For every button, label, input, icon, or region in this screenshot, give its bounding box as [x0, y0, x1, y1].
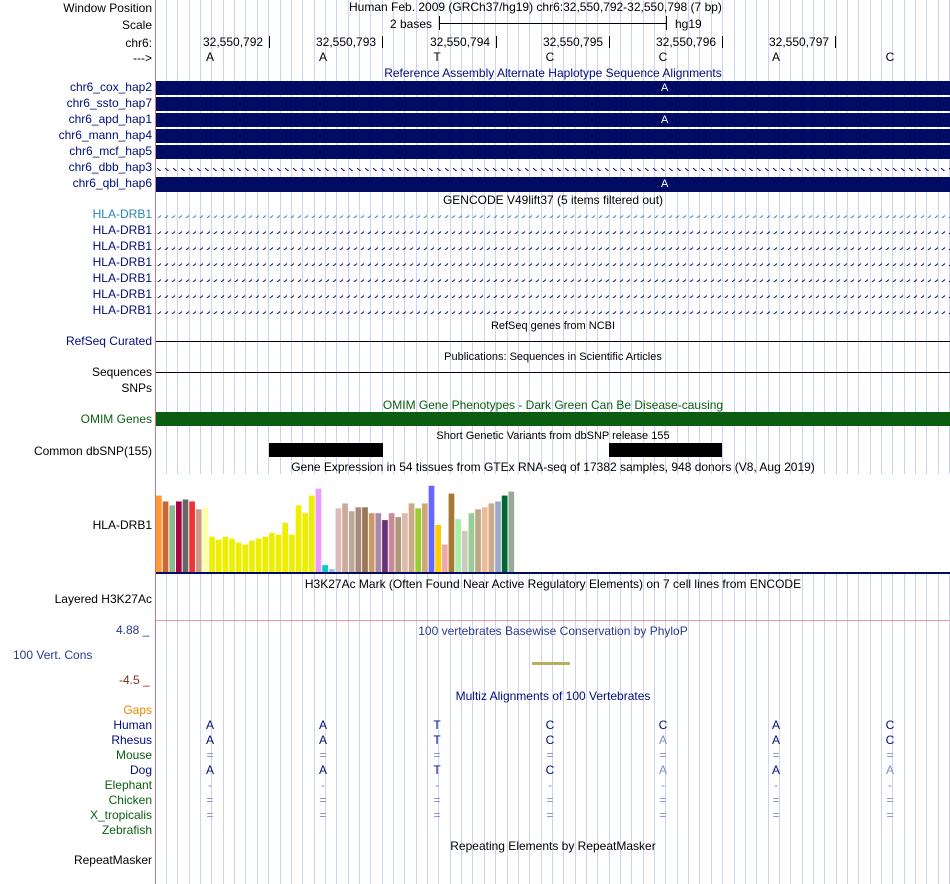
multiz-base: = — [772, 748, 780, 762]
multiz-base: = — [886, 793, 894, 807]
alt-haplotype-base: A — [661, 178, 669, 190]
gencode-gene-label[interactable]: HLA-DRB1 — [92, 271, 152, 285]
gencode-transcript[interactable] — [156, 291, 950, 298]
gtex-tissue-bar[interactable] — [449, 494, 455, 572]
multiz-base: = — [206, 808, 214, 822]
gtex-tissue-bar[interactable] — [262, 537, 268, 572]
gtex-tissue-bar[interactable] — [489, 503, 495, 572]
gtex-tissue-bar[interactable] — [163, 501, 169, 572]
multiz-base: = — [206, 793, 214, 807]
chrom-label: chr6: — [125, 36, 152, 50]
gtex-tissue-bar[interactable] — [356, 507, 362, 572]
ruler-position: 32,550,794 — [430, 35, 491, 49]
alt-haplotype-label[interactable]: chr6_apd_hap1 — [68, 112, 152, 126]
gtex-tissue-bar[interactable] — [276, 535, 282, 572]
gtex-tissue-bar[interactable] — [269, 533, 275, 572]
reference-base: C — [885, 50, 895, 64]
strand-label: ---> — [133, 51, 152, 65]
multiz-species-label[interactable]: Gaps — [123, 703, 152, 717]
multiz-base: - — [548, 778, 552, 792]
gtex-tissue-bar[interactable] — [409, 503, 415, 572]
multiz-base: - — [435, 778, 439, 792]
scale-bar — [439, 16, 667, 30]
gtex-label[interactable]: HLA-DRB1 — [92, 518, 152, 532]
gtex-tissue-bar[interactable] — [169, 505, 175, 572]
multiz-base: C — [885, 733, 895, 747]
gtex-chart-background — [156, 474, 950, 572]
multiz-base: = — [433, 808, 441, 822]
publications-track-title[interactable]: Publications: Sequences in Scientific Articles — [444, 351, 662, 363]
alt-haplotype-alignment[interactable] — [156, 113, 950, 127]
gtex-tissue-bar[interactable] — [469, 513, 475, 572]
multiz-base: = — [546, 793, 554, 807]
repeatmasker-label[interactable]: RepeatMasker — [73, 853, 152, 867]
multiz-base: T — [433, 763, 441, 777]
multiz-base: A — [205, 763, 214, 777]
alt-haplotype-base: A — [661, 114, 669, 126]
multiz-base: = — [659, 793, 667, 807]
alt-haplotype-label[interactable]: chr6_mann_hap4 — [58, 128, 152, 142]
alt-haplotype-label[interactable]: chr6_ssto_hap7 — [66, 96, 152, 110]
dbsnp-label[interactable]: Common dbSNP(155) — [33, 444, 152, 458]
multiz-base: T — [433, 718, 441, 732]
alt-haplotype-alignment[interactable] — [156, 129, 950, 143]
gtex-tissue-bar[interactable] — [389, 513, 395, 572]
gencode-gene-label[interactable]: HLA-DRB1 — [92, 239, 152, 253]
gtex-track-title[interactable]: Gene Expression in 54 tissues from GTEx RNA-seq of 17382 samples, 948 donors (V8, Aug 2019) — [291, 460, 815, 474]
gtex-tissue-bar[interactable] — [242, 545, 248, 572]
gtex-tissue-bar[interactable] — [435, 525, 441, 572]
gtex-tissue-bar[interactable] — [302, 513, 308, 572]
multiz-base: - — [774, 778, 778, 792]
gtex-tissue-bar[interactable] — [362, 507, 368, 572]
multiz-base: A — [771, 718, 780, 732]
multiz-base: = — [319, 793, 327, 807]
refseq-line — [156, 341, 950, 342]
multiz-base: A — [771, 733, 780, 747]
ruler-position: 32,550,797 — [769, 35, 830, 49]
h3k27ac-track-title[interactable]: H3K27Ac Mark (Often Found Near Active Regulatory Elements) on 7 cell lines from ENCODE — [304, 577, 802, 591]
gtex-tissue-bar[interactable] — [502, 496, 508, 572]
multiz-base: - — [208, 778, 212, 792]
gtex-tissue-bar[interactable] — [429, 486, 435, 572]
gencode-transcript[interactable] — [156, 227, 950, 234]
multiz-base: = — [546, 748, 554, 762]
gtex-tissue-bar[interactable] — [455, 519, 461, 572]
multiz-species-label[interactable]: Dog — [129, 763, 152, 777]
ruler-tick — [269, 36, 270, 48]
multiz-base: = — [433, 748, 441, 762]
multiz-base: C — [545, 718, 555, 732]
gtex-tissue-bar[interactable] — [289, 535, 295, 572]
alt-haplotype-label[interactable]: chr6_mcf_hap5 — [69, 144, 152, 158]
multiz-species-label[interactable]: Zebrafish — [101, 823, 152, 837]
multiz-base: = — [886, 748, 894, 762]
gtex-tissue-bar[interactable] — [322, 565, 328, 572]
multiz-base: C — [545, 733, 555, 747]
gencode-gene-label[interactable]: HLA-DRB1 — [92, 207, 152, 221]
gencode-gene-label[interactable]: HLA-DRB1 — [92, 223, 152, 237]
gtex-tissue-bar[interactable] — [309, 496, 315, 572]
dbsnp-variant[interactable] — [609, 443, 722, 457]
gtex-tissue-bar[interactable] — [249, 541, 255, 572]
alt-haplotype-alignment[interactable] — [156, 97, 950, 111]
gtex-tissue-bar[interactable] — [402, 513, 408, 572]
alt-haplotype-alignment[interactable] — [156, 177, 950, 192]
alt-haplotype-alignment[interactable] — [156, 145, 950, 159]
multiz-base: C — [885, 718, 895, 732]
ruler-tick — [835, 36, 836, 48]
conservation-max: 4.88 _ — [116, 623, 150, 637]
multiz-base: - — [321, 778, 325, 792]
multiz-base: - — [661, 778, 665, 792]
multiz-base: C — [658, 718, 668, 732]
multiz-base: = — [206, 748, 214, 762]
multiz-base: A — [205, 718, 214, 732]
assembly-position: Human Feb. 2009 (GRCh37/hg19) chr6:32,550,792-32,550,798 (7 bp) — [349, 0, 722, 14]
gtex-tissue-bar[interactable] — [176, 501, 182, 572]
gtex-tissue-bar[interactable] — [375, 513, 381, 572]
gtex-tissue-bar[interactable] — [482, 507, 488, 572]
scale-label: Scale — [121, 18, 152, 32]
publications-line — [156, 372, 950, 373]
gtex-tissue-bar[interactable] — [156, 496, 162, 572]
gencode-gene-label[interactable]: HLA-DRB1 — [92, 303, 152, 317]
gtex-tissue-bar[interactable] — [382, 520, 388, 572]
gtex-tissue-bar[interactable] — [475, 509, 481, 572]
reference-base: C — [545, 50, 555, 64]
multiz-base: T — [433, 733, 441, 747]
reference-base: A — [771, 50, 780, 64]
gtex-tissue-bar[interactable] — [442, 545, 448, 572]
ruler-tick — [382, 36, 383, 48]
gtex-tissue-bar[interactable] — [415, 508, 421, 572]
reference-base: T — [433, 50, 441, 64]
gtex-bar-chart[interactable] — [156, 474, 950, 572]
gencode-gene-label[interactable]: HLA-DRB1 — [92, 255, 152, 269]
conservation-min: -4.5 _ — [119, 673, 150, 687]
multiz-species-label[interactable]: X_tropicalis — [89, 808, 152, 822]
conservation-label[interactable]: 100 Vert. Cons — [13, 648, 93, 662]
gtex-tissue-bar[interactable] — [342, 503, 348, 572]
multiz-base: = — [659, 748, 667, 762]
gtex-tissue-bar[interactable] — [196, 509, 202, 572]
ruler-position: 32,550,796 — [656, 35, 717, 49]
refseq-track-title[interactable]: RefSeq genes from NCBI — [490, 320, 616, 332]
scale-db: hg19 — [675, 17, 702, 31]
gtex-tissue-bar[interactable] — [223, 537, 229, 572]
gtex-tissue-bar[interactable] — [422, 503, 428, 572]
publications-label-sequences[interactable]: Sequences — [91, 365, 152, 379]
gencode-gene-label[interactable]: HLA-DRB1 — [92, 287, 152, 301]
publications-label-snps[interactable]: SNPs — [121, 381, 152, 395]
window-position-label: Window Position — [63, 1, 152, 15]
alt-haplotype-label[interactable]: chr6_qbl_hap6 — [72, 176, 152, 190]
gtex-tissue-bar[interactable] — [369, 513, 375, 572]
ruler-position: 32,550,793 — [316, 35, 377, 49]
ruler-position: 32,550,792 — [203, 35, 264, 49]
gtex-tissue-bar[interactable] — [256, 539, 262, 572]
multiz-base: - — [888, 778, 892, 792]
multiz-species-label[interactable]: Rhesus — [111, 733, 152, 747]
gtex-tissue-bar[interactable] — [282, 523, 288, 572]
gtex-tissue-bar[interactable] — [189, 501, 195, 572]
reference-base: A — [318, 50, 327, 64]
ruler-tick — [722, 36, 723, 48]
multiz-species-label[interactable]: Elephant — [104, 778, 152, 792]
multiz-species-label[interactable]: Human — [113, 718, 152, 732]
alt-haplotype-alignment[interactable] — [156, 81, 950, 95]
omim-label[interactable]: OMIM Genes — [80, 412, 152, 426]
dbsnp-variant[interactable] — [269, 443, 383, 457]
multiz-base: = — [433, 793, 441, 807]
scale-text: 2 bases — [390, 17, 433, 31]
h3k27ac-baseline — [156, 620, 950, 621]
alt-haplotype-label[interactable]: chr6_dbb_hap3 — [68, 160, 152, 174]
multiz-base: C — [545, 763, 555, 777]
conservation-track-title[interactable]: 100 vertebrates Basewise Conservation by PhyloP — [418, 624, 688, 638]
alt-haplotype-label[interactable]: chr6_cox_hap2 — [69, 80, 152, 94]
gtex-tissue-bar[interactable] — [209, 537, 215, 572]
gtex-tissue-bar[interactable] — [316, 489, 322, 572]
multiz-base: A — [318, 718, 327, 732]
multiz-base: A — [658, 763, 667, 777]
refseq-label[interactable]: RefSeq Curated — [65, 334, 152, 348]
ruler-tick — [609, 36, 610, 48]
alt-haplotype-alignment[interactable] — [156, 164, 950, 171]
multiz-base: A — [318, 733, 327, 747]
gencode-transcript[interactable] — [156, 259, 950, 266]
gtex-tissue-bar[interactable] — [495, 501, 501, 572]
multiz-base: = — [772, 793, 780, 807]
gencode-track-title[interactable]: GENCODE V49lift37 (5 items filtered out) — [442, 193, 664, 207]
gtex-tissue-bar[interactable] — [508, 492, 514, 572]
gencode-transcript[interactable] — [156, 307, 950, 314]
gtex-tissue-bar[interactable] — [216, 540, 222, 572]
gencode-transcript[interactable] — [156, 275, 950, 282]
gtex-tissue-bar[interactable] — [349, 511, 355, 572]
gencode-transcript[interactable] — [156, 243, 950, 250]
omim-track-title[interactable]: OMIM Gene Phenotypes - Dark Green Can Be Disease-causing — [382, 398, 724, 412]
multiz-base: = — [546, 808, 554, 822]
gencode-transcript[interactable] — [156, 211, 950, 218]
gtex-tissue-bar[interactable] — [395, 517, 401, 572]
gtex-tissue-bar[interactable] — [336, 508, 342, 572]
multiz-base: A — [885, 763, 894, 777]
gtex-tissue-bar[interactable] — [203, 507, 209, 572]
multiz-base: = — [319, 808, 327, 822]
multiz-base: A — [205, 733, 214, 747]
multiz-base: = — [319, 748, 327, 762]
gtex-baseline — [156, 572, 950, 574]
alt-haplotype-base: A — [661, 82, 669, 94]
conservation-signal — [532, 662, 570, 665]
reference-base: C — [658, 50, 668, 64]
gtex-tissue-bar[interactable] — [236, 543, 242, 572]
h3k27ac-label[interactable]: Layered H3K27Ac — [54, 592, 152, 606]
ruler-position: 32,550,795 — [543, 35, 604, 49]
alt-haplotype-track-title[interactable]: Reference Assembly Alternate Haplotype Sequence Alignments — [384, 66, 722, 80]
multiz-base: = — [772, 808, 780, 822]
multiz-track-title[interactable]: Multiz Alignments of 100 Vertebrates — [455, 689, 651, 703]
dbsnp-track-title[interactable]: Short Genetic Variants from dbSNP release 155 — [436, 430, 670, 442]
omim-feature[interactable] — [156, 412, 950, 426]
gtex-tissue-bar[interactable] — [229, 539, 235, 572]
multiz-base: = — [659, 808, 667, 822]
gtex-tissue-bar[interactable] — [296, 505, 302, 572]
gtex-tissue-bar[interactable] — [462, 531, 468, 572]
multiz-base: A — [658, 733, 667, 747]
gtex-tissue-bar[interactable] — [183, 499, 189, 572]
multiz-species-label[interactable]: Mouse — [115, 748, 152, 762]
multiz-species-label[interactable]: Chicken — [108, 793, 152, 807]
ruler-tick — [496, 36, 497, 48]
multiz-base: = — [886, 808, 894, 822]
multiz-base: A — [318, 763, 327, 777]
repeatmasker-track-title[interactable]: Repeating Elements by RepeatMasker — [450, 839, 656, 853]
reference-base: A — [205, 50, 214, 64]
multiz-base: A — [771, 763, 780, 777]
